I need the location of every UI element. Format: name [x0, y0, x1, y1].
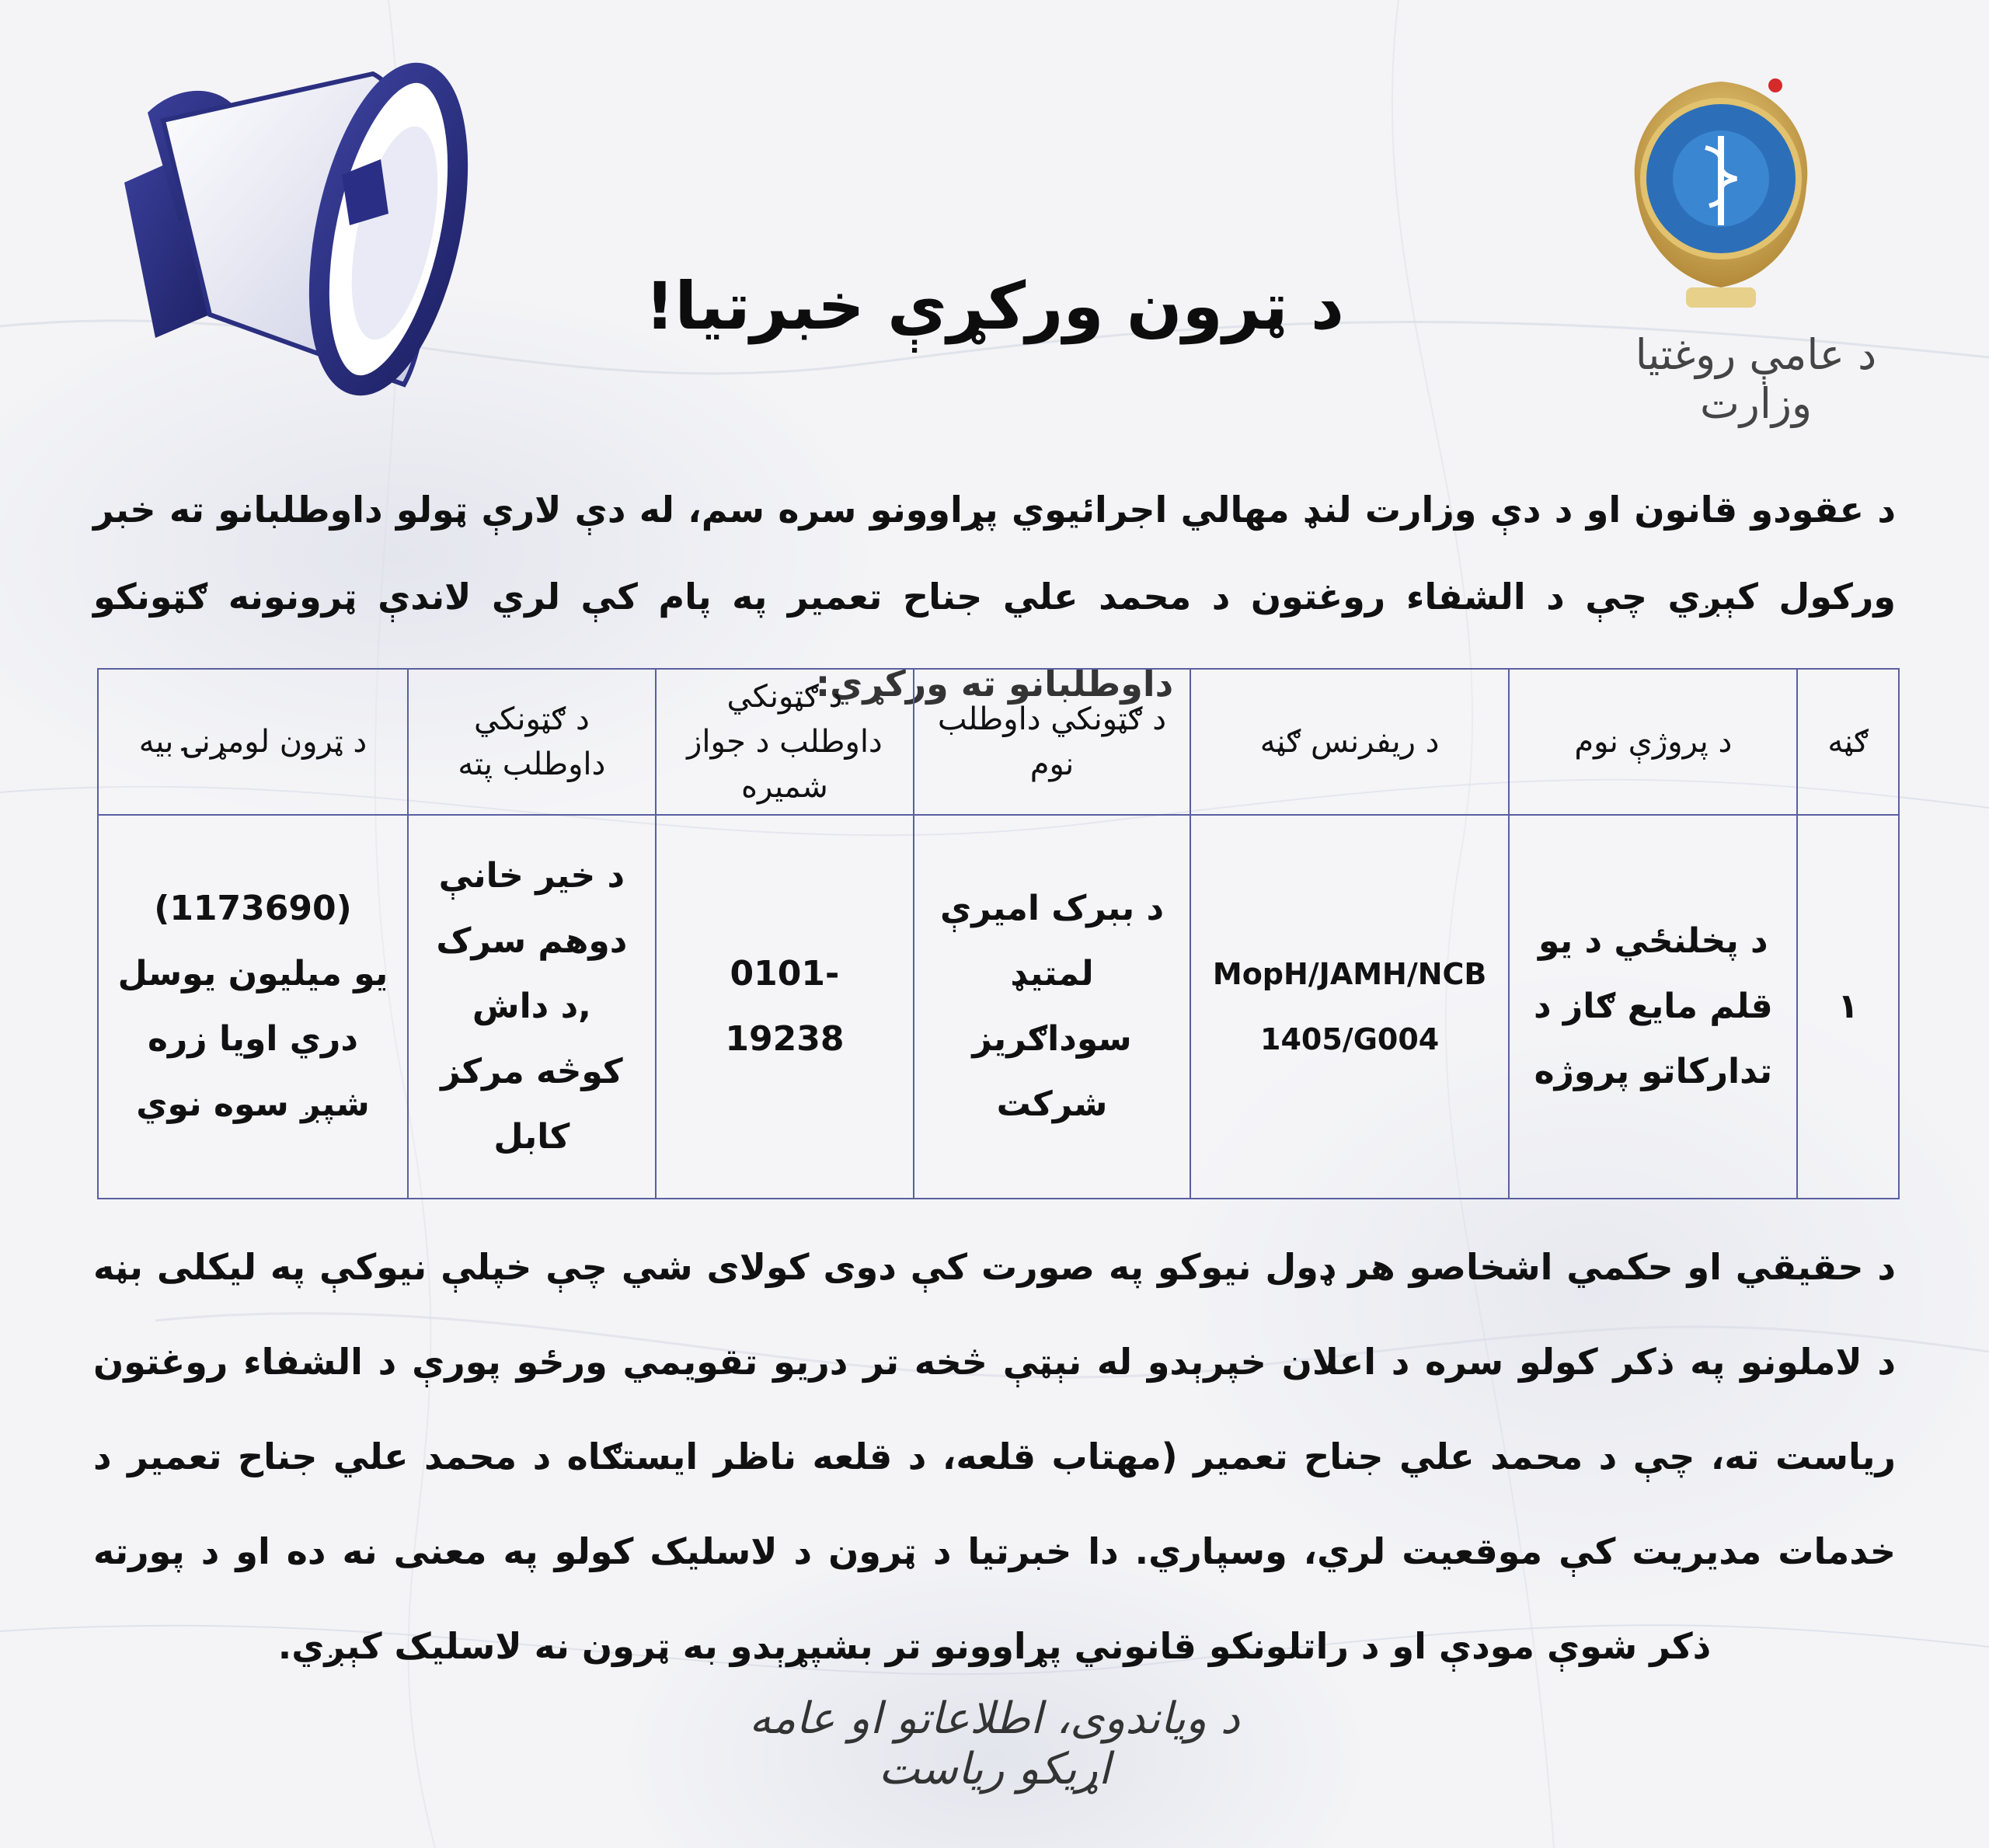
cell-winner: د ببرک امیرې لمتیډ سوداګریز شرکت [914, 815, 1190, 1199]
contracts-table [97, 668, 1900, 1199]
reference-line-1: MopH/JAMH/NCB [1212, 957, 1487, 991]
table-header-row [98, 669, 1899, 815]
cell-reference [1190, 815, 1509, 1199]
col-header-address: د ګټونکي داوطلب پته [408, 669, 656, 815]
price-number: (1173690) [154, 889, 352, 928]
ministry-logo [1620, 62, 1822, 326]
table-row [98, 815, 1899, 1199]
megaphone-icon [78, 58, 482, 416]
col-header-reference: د ریفرنس ګڼه [1190, 669, 1509, 815]
cell-price [98, 815, 408, 1199]
page-title: د ټرون ورکړې خبرتیا! [645, 268, 1344, 344]
intro-paragraph: د عقودو قانون او د دې وزارت لنډ مهالي اجرائیوي پړاوونو سره سم، له دې لارې ټولو داوطلبانو ته خبر ورکول کېږي چې د الشفاء روغتون د محمد علي جناح تعمیر په پام کې لري لاندې ټرونونه ګټونکو داوطلبانو ته ورکړي: [93, 489, 1896, 705]
price-words: یو میلیون یوسل دري اویا زره شپږ سوه نوي [117, 954, 388, 1124]
footer-signature: د ویاندوی، اطلاعاتو او عامه اړیکو ریاست [749, 1693, 1240, 1794]
cell-number: ۱ [1797, 815, 1899, 1199]
reference-line-2: 1405/G004 [1260, 1022, 1440, 1056]
col-header-price: د ټرون لومړنۍ بیه [98, 669, 408, 815]
objection-paragraph: د حقیقي او حکمي اشخاصو هر ډول نیوکو په صورت کې دوی کولای شي چې خپلې نیوکې په لیکلی بڼه د لاملونو په ذکر کولو سره د اعلان خپرېدو له نېټې څخه تر دریو تقویمي ورځو پورې د الشفاء روغتون ریاست ته، چې د محمد علي جناح تعمیر (مهتاب قلعه، د قلعه ناظر ایستګاه د محمد علي جناح تعمیر د خدمات مدیریت کې موقعیت لري، وسپاري. دا خبرتیا د ټرون د لاسلیک کولو په معنی نه ده او د پورته ذکر شوې مودې او د راتلونکو قانوني پړاوونو تر بشپړېدو به ټرون نه لاسلیک کېږي. [93, 1246, 1896, 1667]
col-header-winner: د ګټونکي داوطلب نوم [914, 669, 1190, 815]
col-header-number: ګڼه [1797, 669, 1899, 815]
col-header-project: د پروژې نوم [1509, 669, 1797, 815]
cell-license: 0101-19238 [656, 815, 914, 1199]
col-header-license: د ګټونکي داوطلب د جواز شمیره [656, 669, 914, 815]
cell-address: د خیر خانې دوهم سرک ,د داش کوڅه مرکز کابل [408, 815, 656, 1199]
logo-caption: د عامې روغتیا وزارت [1635, 330, 1877, 428]
cell-project: د پخلنځي د یو قلم مایع ګاز د تدارکاتو پروژه [1509, 815, 1797, 1199]
